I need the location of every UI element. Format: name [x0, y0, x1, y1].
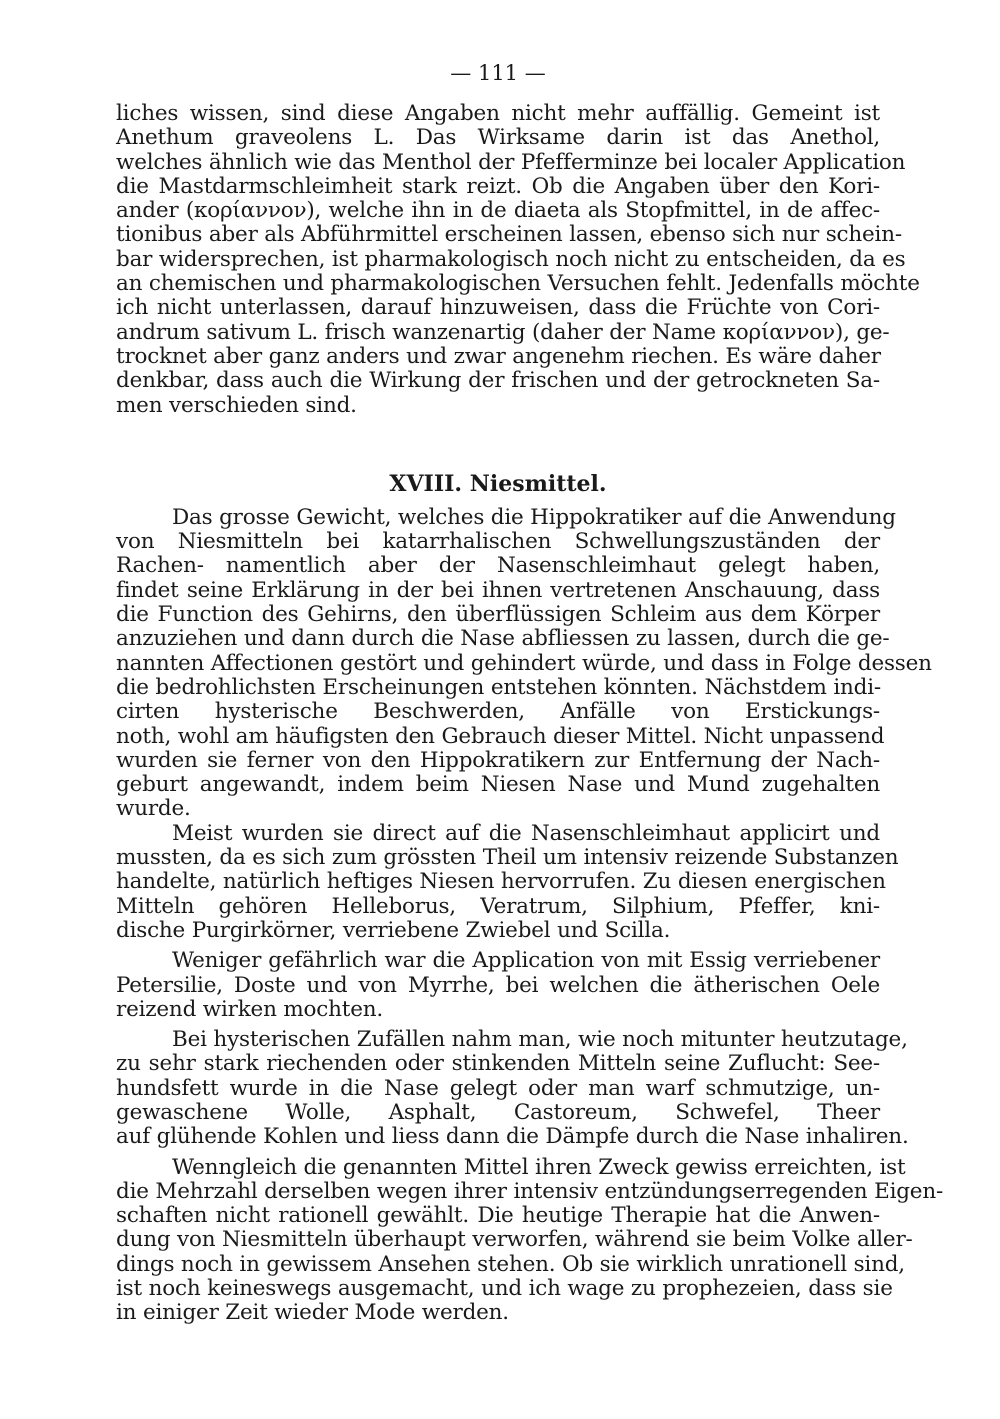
text-line: auf glühende Kohlen und liess dann die Dämpfe durch die Nase inhaliren.	[116, 1124, 909, 1150]
paragraph-3	[116, 820, 899, 943]
text-line: Wenngleich die genannten Mittel ihren Zweck gewiss erreichten, ist	[172, 1154, 906, 1180]
text-line: dings noch in gewissem Ansehen stehen. Ob sie wirklich unrationell sind,	[116, 1251, 905, 1277]
section-heading: XVIII. Niesmittel.	[389, 470, 607, 497]
text-line: anzuziehen und dann durch die Nase abfliessen zu lassen, durch die ge-	[116, 626, 890, 652]
text-line: Bei hysterischen Zufällen nahm man, wie noch mitunter heutzutage,	[172, 1027, 908, 1053]
paragraph-1	[116, 101, 920, 418]
text-line: reizend wirken mochten.	[116, 996, 384, 1022]
text-line: Weniger gefährlich war die Application von mit Essig verriebener	[172, 948, 880, 974]
text-line: die Mastdarmschleimheit stark reizt. Ob die Angaben über den Kori-	[116, 173, 880, 199]
text-line: nannten Affectionen gestört und gehindert würde, und dass in Folge dessen	[116, 650, 932, 676]
text-line: andrum sativum L. frisch wanzenartig (daher der Name κορίαννον), ge-	[116, 319, 890, 345]
text-line: gewaschene Wolle, Asphalt, Castoreum, Schwefel, Theer	[116, 1099, 880, 1125]
text-line: noth, wohl am häufigsten den Gebrauch dieser Mittel. Nicht unpassend	[116, 723, 885, 749]
text-line: Anethum graveolens L. Das Wirksame darin ist das Anethol,	[116, 125, 880, 151]
text-line: ander (κορίαννον), welche ihn in de diaeta als Stopfmittel, in de affec-	[116, 198, 880, 224]
text-line: Mitteln gehören Helleborus, Veratrum, Silphium, Pfeffer, kni-	[116, 893, 880, 919]
paragraph-2	[116, 504, 932, 822]
paragraph-4	[116, 949, 880, 1022]
text-line: die bedrohlichsten Erscheinungen entstehen könnten. Nächstdem indi-	[116, 674, 881, 700]
text-line: ist noch keineswegs ausgemacht, und ich wage zu prophezeien, dass sie	[116, 1276, 893, 1302]
text-line: ich nicht unterlassen, darauf hinzuweisen, dass die Früchte von Cori-	[116, 295, 880, 321]
text-line: Rachen- namentlich aber der Nasenschleimhaut gelegt haben,	[116, 553, 880, 579]
text-line: findet seine Erklärung in der bei ihnen vertretenen Anschauung, dass	[116, 577, 880, 603]
text-line: in einiger Zeit wieder Mode werden.	[116, 1300, 509, 1326]
text-line: mussten, da es sich zum grössten Theil um intensiv reizende Substanzen	[116, 845, 899, 871]
text-line: liches wissen, sind diese Angaben nicht mehr auffällig. Gemeint ist	[116, 101, 880, 126]
text-line: cirten hysterische Beschwerden, Anfälle von Erstickungs-	[116, 699, 880, 725]
text-line: trocknet aber ganz anders und zwar angenehm riechen. Es wäre daher	[116, 343, 881, 369]
paragraph-6	[116, 1154, 944, 1326]
text-line: Meist wurden sie direct auf die Nasenschleimhaut applicirt und	[172, 820, 880, 846]
text-line: handelte, natürlich heftiges Niesen hervorrufen. Zu diesen energischen	[116, 869, 886, 895]
text-line: tionibus aber als Abführmittel erscheinen lassen, ebenso sich nur schein-	[116, 222, 902, 248]
text-line: an chemischen und pharmakologischen Versuchen fehlt. Jedenfalls möchte	[116, 271, 920, 297]
text-line: von Niesmitteln bei katarrhalischen Schwellungszuständen der	[116, 529, 880, 555]
text-line: geburt angewandt, indem beim Niesen Nase und Mund zugehalten	[116, 772, 880, 798]
text-line: men verschieden sind.	[116, 392, 357, 418]
text-line: denkbar, dass auch die Wirkung der frischen und der getrockneten Sa-	[116, 368, 880, 394]
text-line: bar widersprechen, ist pharmakologisch noch nicht zu entscheiden, da es	[116, 246, 906, 272]
text-line: wurden sie ferner von den Hippokratikern zur Entfernung der Nach-	[116, 747, 880, 773]
page	[116, 58, 944, 1326]
text-line: welches ähnlich wie das Menthol der Pfefferminze bei localer Application	[116, 149, 906, 175]
paragraph-5	[116, 1027, 909, 1150]
page-number: — 111 —	[450, 61, 546, 85]
text-line: schaften nicht rationell gewählt. Die heutige Therapie hat die Anwen-	[116, 1203, 880, 1229]
text-line: Das grosse Gewicht, welches die Hippokratiker auf die Anwendung	[172, 504, 896, 530]
text-line: die Function des Gehirns, den überflüssigen Schleim aus dem Körper	[116, 602, 880, 628]
text-line: dung von Niesmitteln überhaupt verworfen, während sie beim Volke aller-	[116, 1227, 913, 1253]
text-line: die Mehrzahl derselben wegen ihrer intensiv entzündungserregenden Eigen-	[116, 1178, 944, 1204]
text-line: hundsfett wurde in die Nase gelegt oder man warf schmutzige, un-	[116, 1075, 880, 1101]
text-line: zu sehr stark riechenden oder stinkenden Mitteln seine Zuflucht: See-	[116, 1051, 880, 1077]
text-line: wurde.	[116, 796, 191, 822]
text-line: Petersilie, Doste und von Myrrhe, bei welchen die ätherischen Oele	[116, 972, 880, 998]
text-line: dische Purgirkörner, verriebene Zwiebel und Scilla.	[116, 917, 671, 943]
